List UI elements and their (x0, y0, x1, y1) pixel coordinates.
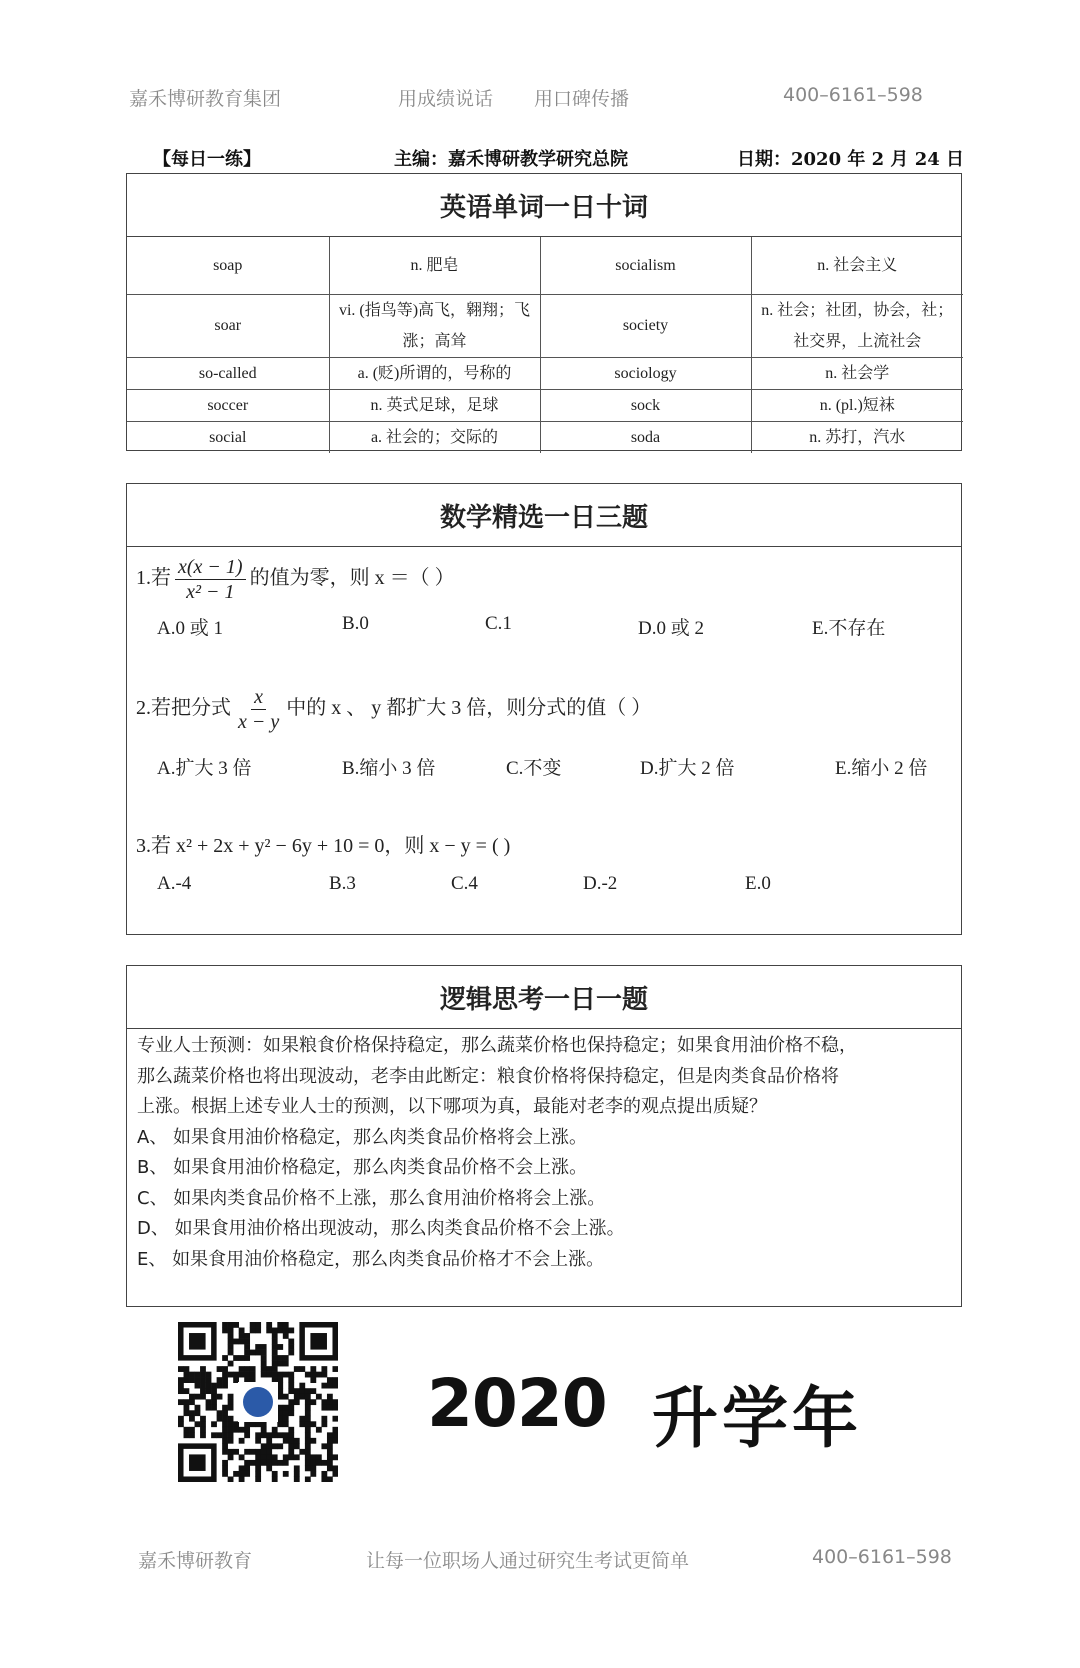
vocab-word: society (540, 294, 751, 357)
vocab-meaning: a. (贬)所谓的，号称的 (329, 357, 540, 389)
answer-option: D.-2 (583, 873, 618, 894)
fraction-numerator: x (251, 685, 266, 710)
vocab-word: soap (127, 237, 329, 294)
logic-question (127, 1029, 961, 1275)
logo-emblem-icon (243, 1387, 273, 1417)
answer-option: D、 如果食用油价格出现波动，那么肉类食品价格不会上涨。 (137, 1218, 625, 1239)
header-org: 嘉禾博研教育集团 (129, 88, 282, 110)
vocab-word: socialism (540, 237, 751, 294)
vocab-meaning: a. 社会的；交际的 (329, 421, 540, 453)
header-slogan-1: 用成绩说话 (398, 88, 494, 110)
vocab-word: sock (540, 389, 751, 421)
fraction-denominator: x² − 1 (186, 581, 235, 603)
answer-option: E.0 (745, 873, 771, 894)
table-row (127, 389, 963, 421)
vocab-meaning: n. 英式足球，足球 (329, 389, 540, 421)
answer-option: E.不存在 (812, 618, 886, 639)
vocab-word: so-called (127, 357, 329, 389)
daily-practice-tag: 【每日一练】 (153, 149, 261, 170)
qr-finder-pattern (178, 1322, 217, 1361)
vocab-meaning: vi. (指鸟等)高飞，翱翔；飞涨；高耸 (329, 294, 540, 357)
vocab-section (126, 173, 962, 451)
math-question-2 (136, 685, 651, 734)
math-question-1 (136, 555, 455, 604)
table-row (127, 237, 963, 294)
qr-finder-pattern (299, 1322, 338, 1361)
question-prefix: 1.若 (136, 567, 171, 590)
vocab-meaning: n. 苏打，汽水 (751, 421, 963, 453)
vocab-meaning: n. (pl.)短袜 (751, 389, 963, 421)
editor-label: 主编：嘉禾博研教学研究总院 (394, 149, 628, 170)
qr-code (178, 1322, 338, 1482)
answer-option: A.0 或 1 (157, 618, 223, 639)
fraction (235, 685, 282, 734)
date-label: 日期：2020 年 2 月 24 日 (737, 149, 965, 170)
vocab-word: sociology (540, 357, 751, 389)
header-phone: 400–6161–598 (783, 84, 923, 106)
qr-code-image (178, 1322, 338, 1482)
answer-option: C.1 (485, 613, 512, 634)
question-stem-line: 上涨。根据上述专业人士的预测，以下哪项为真，最能对老李的观点提出质疑？ (137, 1096, 767, 1117)
math-section (126, 483, 962, 935)
vocab-word: soda (540, 421, 751, 453)
footer-phone: 400–6161–598 (812, 1546, 952, 1568)
vocab-meaning: n. 社会；社团，协会，社；社交界，上流社会 (751, 294, 963, 357)
banner-text: 升学年 (652, 1380, 862, 1457)
vocab-title: 英语单词一日十词 (127, 174, 961, 237)
footer-org: 嘉禾博研教育 (138, 1550, 253, 1572)
fraction (175, 555, 246, 604)
answer-option: B.3 (329, 873, 356, 894)
logic-title: 逻辑思考一日一题 (127, 966, 961, 1029)
qr-finder-pattern (178, 1443, 217, 1482)
header-slogan-2: 用口碑传播 (534, 88, 630, 110)
answer-option: E、 如果食用油价格稳定，那么肉类食品价格才不会上涨。 (137, 1248, 605, 1270)
fraction-denominator: x − y (238, 711, 280, 733)
answer-option: C.4 (451, 873, 478, 894)
answer-option: A.扩大 3 倍 (157, 758, 252, 779)
question-suffix: 的值为零，则 x ＝（ ） (249, 567, 455, 590)
answer-option: E.缩小 2 倍 (835, 758, 928, 779)
fraction-numerator: x(x − 1) (175, 555, 246, 580)
answer-option: C、 如果肉类食品价格不上涨，那么食用油价格将会上涨。 (137, 1187, 606, 1209)
answer-option: A.-4 (157, 873, 192, 894)
vocab-word: soar (127, 294, 329, 357)
vocab-meaning: n. 社会主义 (751, 237, 963, 294)
answer-option: A、 如果食用油价格稳定，那么肉类食品价格将会上涨。 (137, 1126, 588, 1148)
answer-option: B、 如果食用油价格稳定，那么肉类食品价格不会上涨。 (137, 1157, 588, 1178)
question-stem-line: 那么蔬菜价格也将出现波动，老李由此断定：粮食价格将保持稳定，但是肉类食品价格将 (137, 1065, 839, 1087)
logic-section (126, 965, 962, 1307)
vocab-table (127, 237, 963, 453)
math-question-3: 3.若 x² + 2x + y² − 6y + 10 = 0，则 x − y = ( ) (136, 835, 511, 857)
vocab-meaning: n. 肥皂 (329, 237, 540, 294)
answer-option: B.0 (342, 613, 369, 634)
answer-option: D.0 或 2 (638, 618, 704, 639)
question-suffix: 中的 x 、 y 都扩大 3 倍，则分式的值（ ） (286, 697, 652, 720)
math-title: 数学精选一日三题 (127, 484, 961, 547)
question-prefix: 2.若把分式 (136, 697, 231, 720)
answer-option: C.不变 (506, 758, 562, 779)
banner-year: 2020 (427, 1365, 607, 1442)
vocab-meaning: n. 社会学 (751, 357, 963, 389)
footer-slogan: 让每一位职场人通过研究生考试更简单 (366, 1550, 690, 1572)
answer-option: B.缩小 3 倍 (342, 758, 436, 779)
table-row (127, 357, 963, 389)
question-stem-line: 专业人士预测：如果粮食价格保持稳定，那么蔬菜价格也保持稳定；如果食用油价格不稳， (137, 1035, 857, 1056)
table-row (127, 421, 963, 453)
vocab-word: soccer (127, 389, 329, 421)
table-row (127, 294, 963, 357)
answer-option: D.扩大 2 倍 (640, 758, 735, 779)
vocab-word: social (127, 421, 329, 453)
